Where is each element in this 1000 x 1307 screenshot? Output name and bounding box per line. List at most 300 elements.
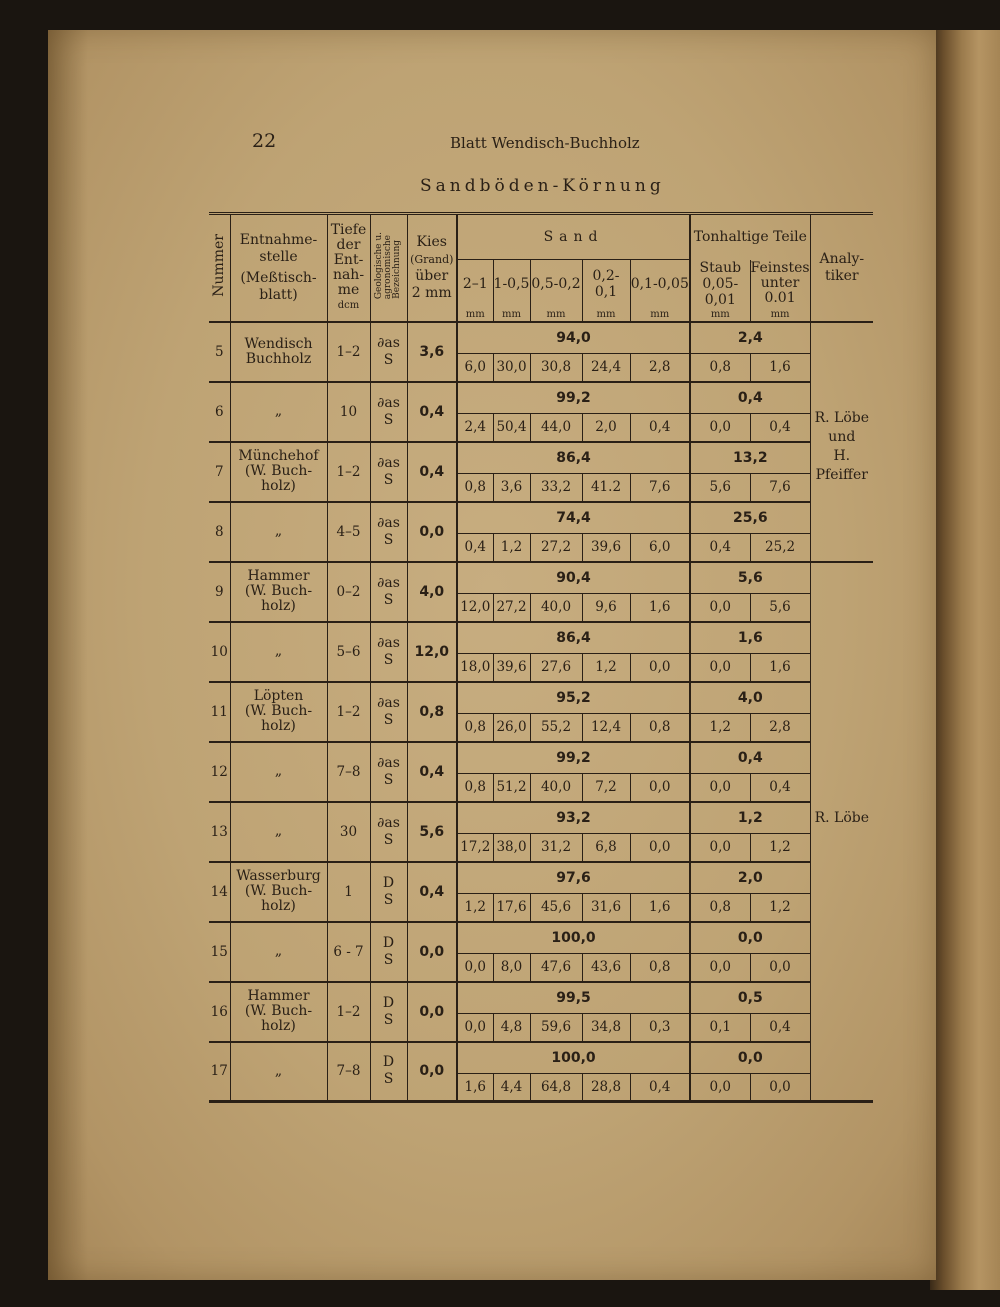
header-staub-l1: Staub <box>699 259 742 276</box>
location-cell <box>230 1042 327 1102</box>
geo-cell <box>370 382 407 442</box>
geo-cell <box>370 562 407 622</box>
feinst-value: 1,6 <box>750 354 810 382</box>
staub-value: 0,0 <box>690 954 750 982</box>
feinst-value: 0,4 <box>750 1014 810 1042</box>
analyst-line: H. <box>833 447 851 464</box>
kies-value: 0,0 <box>407 982 457 1042</box>
sand-fraction-2: 1,2 <box>493 534 530 562</box>
geo-line-2: S <box>383 951 394 968</box>
sand-total: 99,2 <box>457 382 690 414</box>
sand-fraction-4: 41.2 <box>582 474 630 502</box>
ton-total: 5,6 <box>690 562 810 594</box>
sand-fraction-5: 0,0 <box>630 654 690 682</box>
table-row <box>209 322 873 354</box>
unit-feinst: mm <box>750 308 810 322</box>
geo-line-1: ∂as <box>377 394 400 411</box>
geo-line-1: D <box>382 994 395 1011</box>
analyst-line: Pfeiffer <box>815 466 868 483</box>
sand-fraction-4: 39,6 <box>582 534 630 562</box>
depth-cell: 1–2 <box>327 982 370 1042</box>
location-line: Hammer <box>247 988 310 1004</box>
analyst-line: und <box>828 428 856 445</box>
geo-line-1: ∂as <box>377 334 400 351</box>
header-sand-sub-3: 0,5-0,2 <box>530 260 582 308</box>
geo-line-2: S <box>383 471 394 488</box>
location-line: Löpten <box>253 688 304 704</box>
kies-value: 0,0 <box>407 922 457 982</box>
sand-fraction-1: 0,8 <box>457 774 493 802</box>
sand-fraction-5: 0,4 <box>630 414 690 442</box>
row-number: 7 <box>209 442 230 502</box>
row-number: 16 <box>209 982 230 1042</box>
geo-line-2: S <box>383 531 394 548</box>
sand-fraction-4: 6,8 <box>582 834 630 862</box>
depth-cell: 7–8 <box>327 1042 370 1102</box>
ton-total: 0,4 <box>690 382 810 414</box>
sand-fraction-2: 4,8 <box>493 1014 530 1042</box>
geo-line-2: S <box>383 831 394 848</box>
location-line: (W. Buch- <box>244 583 313 599</box>
sand-fraction-5: 7,6 <box>630 474 690 502</box>
sand-fraction-4: 31,6 <box>582 894 630 922</box>
header-sand-sub-2: 1-0,5 <box>493 260 530 308</box>
location-cell <box>230 742 327 802</box>
sand-fraction-1: 1,6 <box>457 1074 493 1102</box>
header-kies-l4: 2 mm <box>411 284 452 301</box>
table-body <box>209 322 873 1102</box>
location-line: „ <box>274 943 283 959</box>
table-row <box>209 1042 873 1074</box>
location-line: Wendisch <box>244 335 313 352</box>
header-tiefe-l4: nah- <box>332 266 365 283</box>
staub-value: 5,6 <box>690 474 750 502</box>
feinst-value: 0,0 <box>750 1074 810 1102</box>
sand-fraction-4: 28,8 <box>582 1074 630 1102</box>
kies-value: 4,0 <box>407 562 457 622</box>
analyst-line: R. Löbe <box>814 409 869 426</box>
sand-total: 74,4 <box>457 502 690 534</box>
header-nummer: Nummer <box>211 234 228 298</box>
header-sand-sub-5: 0,1-0,05 <box>630 260 690 308</box>
geo-line-1: ∂as <box>377 694 400 711</box>
sand-fraction-4: 34,8 <box>582 1014 630 1042</box>
geo-line-1: ∂as <box>377 814 400 831</box>
sand-fraction-4: 1,2 <box>582 654 630 682</box>
location-line: Hammer <box>247 568 310 584</box>
staub-value: 0,0 <box>690 414 750 442</box>
sand-fraction-1: 17,2 <box>457 834 493 862</box>
sand-total: 97,6 <box>457 862 690 894</box>
header-sand: Sand <box>457 214 690 260</box>
table-row <box>209 862 873 894</box>
sand-fraction-3: 33,2 <box>530 474 582 502</box>
geo-line-2: S <box>383 711 394 728</box>
sand-fraction-4: 12,4 <box>582 714 630 742</box>
geo-line-1: D <box>382 934 395 951</box>
running-header: Blatt Wendisch-Buchholz <box>450 134 640 152</box>
feinst-value: 1,6 <box>750 654 810 682</box>
sand-fraction-4: 24,4 <box>582 354 630 382</box>
sand-fraction-3: 45,6 <box>530 894 582 922</box>
feinst-value: 0,0 <box>750 954 810 982</box>
feinst-value: 1,2 <box>750 894 810 922</box>
feinst-value: 0,4 <box>750 414 810 442</box>
feinst-value: 0,4 <box>750 774 810 802</box>
sand-total: 100,0 <box>457 1042 690 1074</box>
table-row <box>209 742 873 774</box>
geo-cell <box>370 982 407 1042</box>
depth-cell: 7–8 <box>327 742 370 802</box>
unit-sand-3: mm <box>530 308 582 322</box>
geo-line-2: S <box>383 771 394 788</box>
col-kies <box>407 214 457 322</box>
sand-fraction-5: 1,6 <box>630 894 690 922</box>
table-row <box>209 682 873 714</box>
sand-fraction-3: 27,2 <box>530 534 582 562</box>
sand-total: 100,0 <box>457 922 690 954</box>
unit-sand-2: mm <box>493 308 530 322</box>
header-sand-sub-4: 0,2-0,1 <box>582 260 630 308</box>
staub-value: 1,2 <box>690 714 750 742</box>
sand-total: 90,4 <box>457 562 690 594</box>
sand-fraction-5: 0,8 <box>630 714 690 742</box>
location-line: „ <box>274 763 283 779</box>
sand-fraction-2: 30,0 <box>493 354 530 382</box>
location-cell <box>230 862 327 922</box>
sand-total: 86,4 <box>457 622 690 654</box>
sand-fraction-5: 0,3 <box>630 1014 690 1042</box>
staub-value: 0,0 <box>690 654 750 682</box>
sand-fraction-2: 8,0 <box>493 954 530 982</box>
sand-total: 99,2 <box>457 742 690 774</box>
header-tiefe-l5: me <box>337 281 360 298</box>
sand-fraction-3: 40,0 <box>530 594 582 622</box>
location-line: „ <box>274 1062 283 1079</box>
table-row <box>209 442 873 474</box>
row-number: 6 <box>209 382 230 442</box>
sand-fraction-1: 2,4 <box>457 414 493 442</box>
geo-cell <box>370 442 407 502</box>
sand-fraction-5: 2,8 <box>630 354 690 382</box>
ton-total: 2,0 <box>690 862 810 894</box>
header-staub-l2: 0,05-0,01 <box>702 275 739 308</box>
sand-fraction-2: 17,6 <box>493 894 530 922</box>
header-entnahme-l4: blatt) <box>259 286 298 303</box>
location-cell <box>230 982 327 1042</box>
sand-fraction-2: 38,0 <box>493 834 530 862</box>
sand-fraction-1: 12,0 <box>457 594 493 622</box>
table-row <box>209 382 873 414</box>
table-row <box>209 982 873 1014</box>
depth-cell: 4–5 <box>327 502 370 562</box>
header-entnahme-l3: (Meßtisch- <box>240 269 317 286</box>
header-entnahme-l2: stelle <box>259 248 298 265</box>
header-geo-l2: agronomische <box>383 235 393 300</box>
sand-fraction-3: 55,2 <box>530 714 582 742</box>
kies-value: 0,8 <box>407 682 457 742</box>
table-row <box>209 802 873 834</box>
geo-cell <box>370 1042 407 1102</box>
staub-value: 0,4 <box>690 534 750 562</box>
row-number: 12 <box>209 742 230 802</box>
ton-total: 0,4 <box>690 742 810 774</box>
location-line: holz) <box>261 1018 296 1034</box>
header-feinst-l2: unter <box>760 275 800 291</box>
col-geo <box>370 214 407 322</box>
depth-cell: 6 - 7 <box>327 922 370 982</box>
sand-fraction-1: 18,0 <box>457 654 493 682</box>
kies-value: 0,4 <box>407 382 457 442</box>
geo-cell <box>370 922 407 982</box>
geo-line-2: S <box>383 351 394 368</box>
sand-total: 94,0 <box>457 322 690 354</box>
geo-line-2: S <box>383 891 394 908</box>
sand-fraction-4: 43,6 <box>582 954 630 982</box>
header-kies-l3: über <box>415 267 449 284</box>
depth-cell: 30 <box>327 802 370 862</box>
location-cell <box>230 562 327 622</box>
location-line: (W. Buch- <box>244 463 313 479</box>
location-cell <box>230 622 327 682</box>
sand-fraction-3: 44,0 <box>530 414 582 442</box>
row-number: 14 <box>209 862 230 922</box>
col-entnahme <box>230 214 327 322</box>
analyst-line: R. Löbe <box>814 809 869 826</box>
location-line: (W. Buch- <box>244 1003 313 1019</box>
row-number: 10 <box>209 622 230 682</box>
location-line: (W. Buch- <box>244 883 313 899</box>
location-line: Wasserburg <box>236 868 321 884</box>
sand-total: 99,5 <box>457 982 690 1014</box>
header-geo-l3: Bezeichnung <box>392 240 402 300</box>
geo-cell <box>370 862 407 922</box>
depth-cell: 5–6 <box>327 622 370 682</box>
row-number: 15 <box>209 922 230 982</box>
header-tiefe-l2: der <box>336 236 361 253</box>
feinst-value: 25,2 <box>750 534 810 562</box>
location-cell <box>230 382 327 442</box>
location-cell <box>230 442 327 502</box>
depth-cell: 10 <box>327 382 370 442</box>
sand-fraction-2: 27,2 <box>493 594 530 622</box>
depth-cell: 1 <box>327 862 370 922</box>
geo-line-1: ∂as <box>377 454 400 471</box>
grain-size-table <box>209 212 873 1103</box>
sand-fraction-4: 9,6 <box>582 594 630 622</box>
table-row <box>209 562 873 594</box>
depth-cell: 0–2 <box>327 562 370 622</box>
header-tiefe-l1: Tiefe <box>330 221 367 238</box>
geo-line-2: S <box>383 591 394 608</box>
location-cell <box>230 502 327 562</box>
analyst-group-2 <box>810 562 873 1102</box>
feinst-value: 2,8 <box>750 714 810 742</box>
location-line: „ <box>274 523 283 539</box>
location-line: (W. Buch- <box>244 703 313 719</box>
sand-total: 86,4 <box>457 442 690 474</box>
sand-fraction-3: 27,6 <box>530 654 582 682</box>
table-row <box>209 502 873 534</box>
geo-cell <box>370 682 407 742</box>
table-row <box>209 622 873 654</box>
geo-line-2: S <box>383 1011 394 1028</box>
sand-fraction-3: 59,6 <box>530 1014 582 1042</box>
geo-line-1: ∂as <box>377 574 400 591</box>
row-number: 5 <box>209 322 230 382</box>
staub-value: 0,0 <box>690 1074 750 1102</box>
header-staub <box>690 260 750 308</box>
kies-value: 0,0 <box>407 1042 457 1102</box>
sand-fraction-3: 47,6 <box>530 954 582 982</box>
location-line: holz) <box>261 898 296 914</box>
header-analytiker-l2: tiker <box>825 267 859 284</box>
row-number: 11 <box>209 682 230 742</box>
row-number: 17 <box>209 1042 230 1102</box>
sand-fraction-1: 1,2 <box>457 894 493 922</box>
staub-value: 0,8 <box>690 894 750 922</box>
geo-cell <box>370 742 407 802</box>
geo-cell <box>370 622 407 682</box>
header-sand-sub-1: 2–1 <box>457 260 493 308</box>
sand-fraction-3: 30,8 <box>530 354 582 382</box>
ton-total: 2,4 <box>690 322 810 354</box>
table-title: Sandböden-Körnung <box>420 176 665 196</box>
col-analytiker <box>810 214 873 322</box>
depth-cell: 1–2 <box>327 322 370 382</box>
location-line: holz) <box>261 718 296 734</box>
header-feinst-l3: 0.01 <box>764 290 796 306</box>
ton-total: 0,0 <box>690 1042 810 1074</box>
sand-fraction-1: 6,0 <box>457 354 493 382</box>
geo-line-1: D <box>382 1054 395 1071</box>
geo-line-2: S <box>383 411 394 428</box>
geo-line-1: ∂as <box>377 514 400 531</box>
sand-fraction-2: 39,6 <box>493 654 530 682</box>
ton-total: 1,2 <box>690 802 810 834</box>
sand-fraction-3: 40,0 <box>530 774 582 802</box>
staub-value: 0,0 <box>690 594 750 622</box>
ton-total: 1,6 <box>690 622 810 654</box>
geo-line-1: ∂as <box>377 754 400 771</box>
header-kies-l2: (Grand) <box>410 252 454 266</box>
sand-fraction-1: 0,0 <box>457 954 493 982</box>
kies-value: 0,0 <box>407 502 457 562</box>
page-number: 22 <box>252 130 277 152</box>
sand-fraction-5: 1,6 <box>630 594 690 622</box>
geo-line-2: S <box>383 651 394 668</box>
sand-fraction-2: 50,4 <box>493 414 530 442</box>
staub-value: 0,0 <box>690 774 750 802</box>
sand-fraction-3: 64,8 <box>530 1074 582 1102</box>
row-number: 9 <box>209 562 230 622</box>
feinst-value: 5,6 <box>750 594 810 622</box>
geo-line-1: ∂as <box>377 634 400 651</box>
sand-fraction-2: 4,4 <box>493 1074 530 1102</box>
sand-total: 93,2 <box>457 802 690 834</box>
staub-value: 0,0 <box>690 834 750 862</box>
row-number: 13 <box>209 802 230 862</box>
sand-total: 95,2 <box>457 682 690 714</box>
kies-value: 0,4 <box>407 442 457 502</box>
sand-fraction-2: 3,6 <box>493 474 530 502</box>
ton-total: 13,2 <box>690 442 810 474</box>
sand-fraction-5: 0,0 <box>630 834 690 862</box>
kies-value: 12,0 <box>407 622 457 682</box>
location-line: „ <box>274 643 283 659</box>
unit-sand-5: mm <box>630 308 690 322</box>
header-tiefe-l3: Ent- <box>333 251 364 268</box>
sand-fraction-1: 0,0 <box>457 1014 493 1042</box>
sand-fraction-1: 0,4 <box>457 534 493 562</box>
header-feinst-l1: Feinstes <box>750 260 810 276</box>
header-feinst <box>750 260 810 308</box>
page-gutter-shadow <box>48 30 88 1280</box>
staub-value: 0,1 <box>690 1014 750 1042</box>
header-tiefe-unit: dcm <box>337 299 360 311</box>
sand-fraction-1: 0,8 <box>457 714 493 742</box>
location-line: „ <box>274 403 283 419</box>
analyst-group-1 <box>810 322 873 562</box>
table-row <box>209 922 873 954</box>
sand-fraction-1: 0,8 <box>457 474 493 502</box>
sand-fraction-5: 0,4 <box>630 1074 690 1102</box>
location-line: holz) <box>261 598 296 614</box>
sand-fraction-5: 6,0 <box>630 534 690 562</box>
ton-total: 0,5 <box>690 982 810 1014</box>
kies-value: 5,6 <box>407 802 457 862</box>
kies-value: 3,6 <box>407 322 457 382</box>
header-kies-l1: Kies <box>416 233 447 250</box>
sand-fraction-5: 0,0 <box>630 774 690 802</box>
feinst-value: 7,6 <box>750 474 810 502</box>
geo-cell <box>370 322 407 382</box>
sand-fraction-2: 26,0 <box>493 714 530 742</box>
header-analytiker-l1: Analy- <box>819 250 865 267</box>
ton-total: 0,0 <box>690 922 810 954</box>
sand-fraction-3: 31,2 <box>530 834 582 862</box>
kies-value: 0,4 <box>407 862 457 922</box>
header-entnahme-l1: Entnahme- <box>239 231 318 248</box>
staub-value: 0,8 <box>690 354 750 382</box>
location-cell <box>230 802 327 862</box>
header-geo-l1: Geologische u. <box>374 232 384 300</box>
location-line: Buchholz <box>245 350 312 367</box>
geo-cell <box>370 502 407 562</box>
depth-cell: 1–2 <box>327 442 370 502</box>
unit-staub: mm <box>690 308 750 322</box>
sand-fraction-4: 2,0 <box>582 414 630 442</box>
location-line: Münchehof <box>238 448 319 464</box>
col-nummer <box>209 214 230 322</box>
unit-sand-4: mm <box>582 308 630 322</box>
geo-line-2: S <box>383 1071 394 1088</box>
sand-fraction-4: 7,2 <box>582 774 630 802</box>
header-ton: Tonhaltige Teile <box>690 214 810 260</box>
ton-total: 4,0 <box>690 682 810 714</box>
location-cell <box>230 922 327 982</box>
location-line: holz) <box>261 478 296 494</box>
location-cell <box>230 682 327 742</box>
location-cell <box>230 322 327 382</box>
unit-sand-1: mm <box>457 308 493 322</box>
sand-fraction-2: 51,2 <box>493 774 530 802</box>
depth-cell: 1–2 <box>327 682 370 742</box>
feinst-value: 1,2 <box>750 834 810 862</box>
sand-fraction-5: 0,8 <box>630 954 690 982</box>
row-number: 8 <box>209 502 230 562</box>
location-line: „ <box>274 823 283 839</box>
